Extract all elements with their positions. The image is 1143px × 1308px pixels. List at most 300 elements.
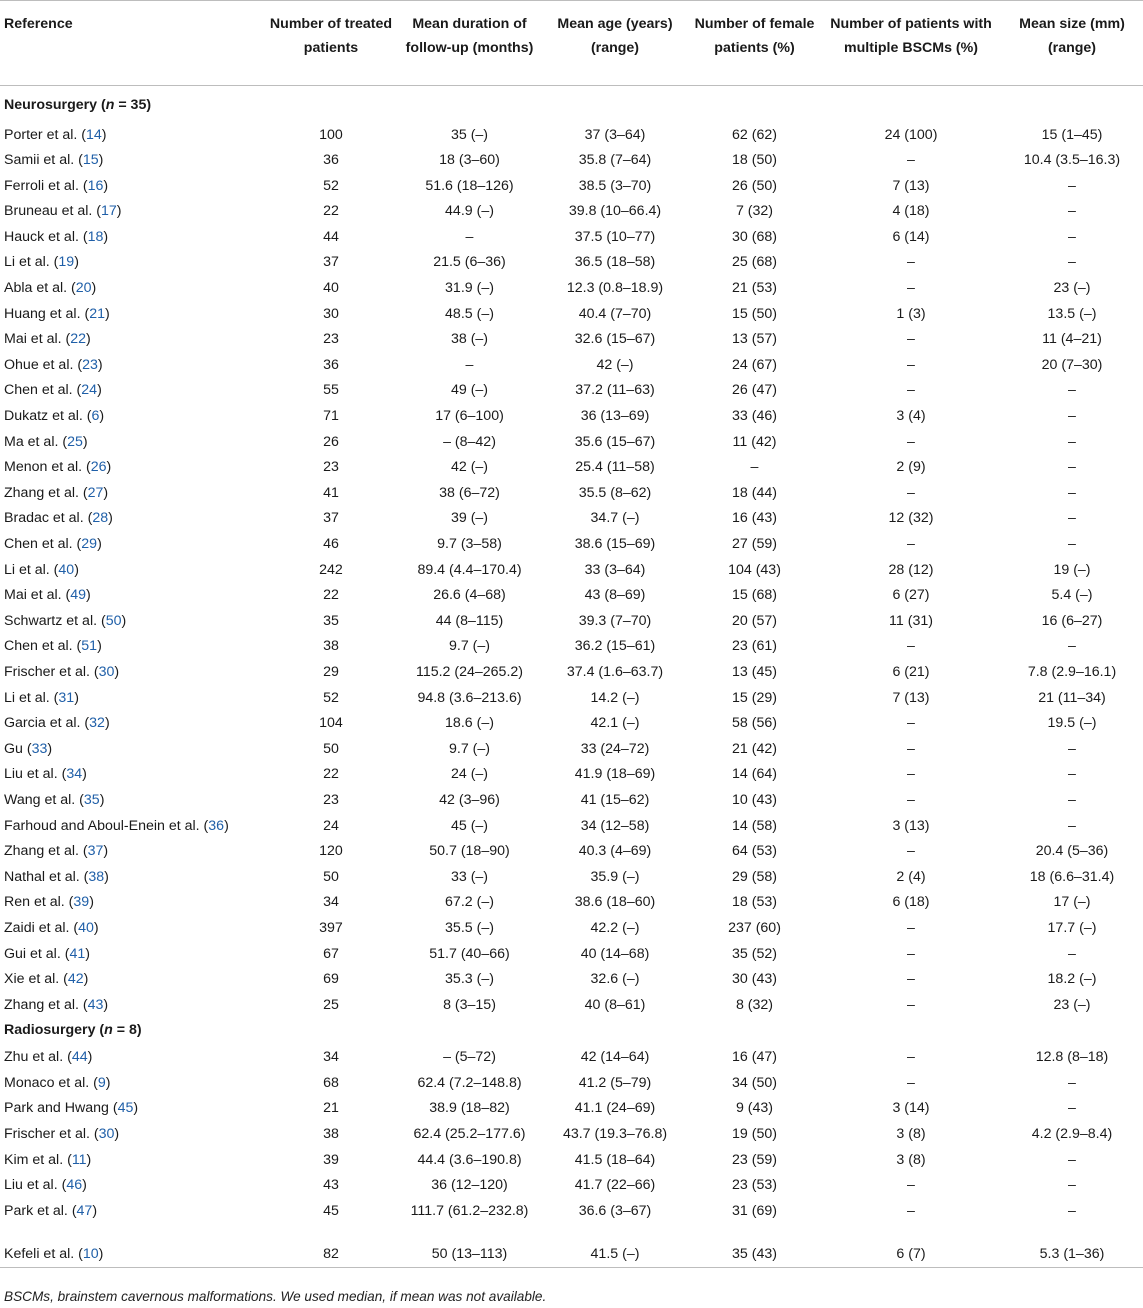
multiple-cell: – bbox=[907, 484, 915, 501]
reference-cell: Zhang et al. (27) bbox=[4, 484, 109, 501]
reference-link[interactable]: 45 bbox=[117, 1100, 134, 1117]
table-row bbox=[0, 993, 1143, 1019]
reference-name: Ren et al. ( bbox=[4, 894, 74, 911]
female-cell: 62 (62) bbox=[732, 126, 777, 143]
reference-cell: Zaidi et al. (40) bbox=[4, 919, 99, 936]
multiple-cell: – bbox=[907, 382, 915, 399]
size-cell: – bbox=[1068, 817, 1076, 834]
treated-cell: 23 bbox=[323, 331, 339, 348]
reference-cell: Zhang et al. (43) bbox=[4, 996, 109, 1013]
treated-cell: 35 bbox=[323, 612, 339, 629]
reference-link[interactable]: 37 bbox=[87, 843, 104, 860]
age-cell: 32.6 (–) bbox=[590, 971, 640, 988]
female-cell: 18 (44) bbox=[732, 484, 777, 501]
reference-link[interactable]: 16 bbox=[87, 177, 104, 194]
reference-link[interactable]: 36 bbox=[208, 817, 225, 834]
followup-cell: 38 (–) bbox=[450, 331, 489, 348]
size-cell: – bbox=[1068, 638, 1076, 655]
header-row bbox=[0, 1, 1143, 86]
reference-link[interactable]: 40 bbox=[58, 561, 75, 578]
reference-link[interactable]: 27 bbox=[87, 484, 104, 501]
size-cell: – bbox=[1068, 228, 1076, 245]
reference-name: Huang et al. ( bbox=[4, 305, 90, 322]
size-cell: 16 (6–27) bbox=[1041, 612, 1103, 629]
reference-cell: Porter et al. (14) bbox=[4, 126, 107, 143]
followup-cell: – (5–72) bbox=[443, 1049, 496, 1066]
reference-name: Ohue et al. ( bbox=[4, 356, 83, 373]
size-cell: – bbox=[1068, 254, 1076, 271]
reference-link[interactable]: 38 bbox=[88, 868, 105, 885]
followup-cell: 49 (–) bbox=[450, 382, 489, 399]
reference-cell: Liu et al. (34) bbox=[4, 766, 87, 783]
multiple-cell: – bbox=[907, 254, 915, 271]
reference-link[interactable]: 51 bbox=[81, 638, 98, 655]
reference-name: Zhang et al. ( bbox=[4, 843, 88, 860]
reference-cell: Chen et al. (29) bbox=[4, 536, 102, 552]
female-cell: 33 (46) bbox=[732, 408, 777, 425]
reference-link[interactable]: 24 bbox=[81, 382, 98, 399]
followup-cell: 42 (–) bbox=[450, 459, 489, 476]
table-row bbox=[0, 762, 1143, 788]
reference-link[interactable]: 50 bbox=[105, 612, 122, 629]
reference-cell: Ohue et al. (23) bbox=[4, 356, 103, 373]
section-n-value: = 8) bbox=[112, 1022, 142, 1039]
treated-cell: 37 bbox=[323, 254, 339, 271]
multiple-cell: 7 (13) bbox=[892, 689, 930, 706]
reference-name: Gui et al. ( bbox=[4, 945, 70, 962]
reference-cell: Hauck et al. (18) bbox=[4, 228, 109, 245]
multiple-cell: 6 (27) bbox=[892, 587, 930, 604]
reference-link[interactable]: 49 bbox=[70, 587, 87, 604]
reference-name: Samii et al. ( bbox=[4, 152, 83, 169]
age-cell: 42 (–) bbox=[596, 356, 634, 373]
reference-name: Zaidi et al. ( bbox=[4, 919, 79, 936]
reference-link[interactable]: 15 bbox=[82, 152, 99, 169]
reference-link[interactable]: 46 bbox=[66, 1177, 83, 1194]
reference-link[interactable]: 43 bbox=[87, 996, 104, 1013]
size-cell: 19 (–) bbox=[1053, 561, 1091, 578]
table-row bbox=[0, 814, 1143, 840]
multiple-cell: 2 (4) bbox=[896, 868, 926, 885]
followup-cell: 44 (8–115) bbox=[435, 612, 504, 629]
treated-cell: 40 bbox=[323, 280, 339, 297]
followup-cell: 36 (12–120) bbox=[431, 1177, 508, 1194]
female-cell: 26 (50) bbox=[732, 177, 777, 194]
followup-cell: 35.3 (–) bbox=[445, 971, 494, 988]
age-cell: 41 (15–62) bbox=[580, 791, 650, 808]
reference-cell: Abla et al. (20) bbox=[4, 280, 97, 297]
followup-cell: 62.4 (25.2–177.6) bbox=[413, 1126, 526, 1143]
treated-cell: 120 bbox=[319, 843, 343, 860]
multiple-cell: – bbox=[907, 996, 915, 1013]
followup-cell: 33 (–) bbox=[450, 868, 489, 885]
reference-cell: Farhoud and Aboul-Enein et al. (36) bbox=[4, 817, 229, 834]
reference-link[interactable]: 44 bbox=[71, 1049, 88, 1066]
size-cell: – bbox=[1068, 740, 1076, 757]
multiple-cell: 12 (32) bbox=[888, 510, 934, 527]
female-cell: 20 (57) bbox=[732, 612, 777, 629]
reference-name: Chen et al. ( bbox=[4, 536, 82, 552]
reference-name: Frischer et al. ( bbox=[4, 1126, 99, 1143]
section-row bbox=[0, 1018, 1143, 1045]
age-cell: 42.2 (–) bbox=[590, 919, 640, 936]
reference-cell: Li et al. (31) bbox=[4, 689, 79, 706]
section-n-value: = 35) bbox=[114, 97, 152, 113]
reference-link[interactable]: 11 bbox=[71, 1151, 87, 1168]
reference-cell: Chen et al. (51) bbox=[4, 638, 102, 655]
reference-cell: Samii et al. (15) bbox=[4, 152, 104, 169]
size-cell: 20.4 (5–36) bbox=[1035, 843, 1109, 860]
age-cell: 38.6 (18–60) bbox=[574, 894, 656, 911]
size-cell: 11 (4–21) bbox=[1042, 331, 1102, 348]
treated-cell: 21 bbox=[323, 1100, 339, 1117]
multiple-cell: 28 (12) bbox=[888, 561, 934, 578]
size-cell: – bbox=[1068, 382, 1076, 399]
followup-cell: 38.9 (18–82) bbox=[429, 1100, 510, 1117]
treated-cell: 104 bbox=[319, 715, 343, 732]
section-heading: Radiosurgery (n = 8) bbox=[4, 1022, 142, 1039]
reference-cell: Liu et al. (46) bbox=[4, 1177, 87, 1194]
table-body bbox=[0, 86, 1143, 1268]
table-row bbox=[0, 839, 1143, 865]
table-row bbox=[0, 788, 1143, 814]
size-cell: 23 (–) bbox=[1053, 280, 1091, 297]
female-cell: 21 (53) bbox=[732, 280, 777, 297]
reference-cell: Nathal et al. (38) bbox=[4, 868, 109, 885]
reference-link[interactable]: 30 bbox=[98, 663, 115, 680]
multiple-cell: 7 (13) bbox=[892, 177, 930, 194]
table-row bbox=[0, 583, 1143, 609]
multiple-cell: – bbox=[907, 356, 915, 373]
followup-cell: 17 (6–100) bbox=[435, 408, 504, 425]
age-cell: 40.4 (7–70) bbox=[578, 305, 652, 322]
reference-name: Zhang et al. ( bbox=[4, 996, 88, 1013]
section-label: Radiosurgery bbox=[4, 1022, 96, 1039]
followup-cell: 51.7 (40–66) bbox=[429, 945, 510, 962]
table-row bbox=[0, 481, 1143, 507]
female-cell: 18 (53) bbox=[732, 894, 777, 911]
age-cell: 37 (3–64) bbox=[584, 126, 646, 143]
reference-name: Bruneau et al. ( bbox=[4, 203, 102, 220]
reference-link[interactable]: 41 bbox=[69, 945, 86, 962]
reference-name: Mai et al. ( bbox=[4, 331, 71, 348]
followup-cell: 44.4 (3.6–190.8) bbox=[417, 1151, 522, 1168]
multiple-cell: 3 (13) bbox=[892, 817, 930, 834]
reference-link[interactable]: 9 bbox=[97, 1074, 106, 1091]
reference-link[interactable]: 22 bbox=[70, 331, 87, 348]
header-followup: Mean duration of follow-up (months) bbox=[405, 16, 534, 56]
reference-cell: Park et al. (47) bbox=[4, 1202, 98, 1219]
reference-cell: Mai et al. (22) bbox=[4, 331, 91, 348]
multiple-cell: – bbox=[907, 1049, 915, 1066]
table-row bbox=[0, 660, 1143, 686]
female-cell: 16 (43) bbox=[732, 510, 777, 527]
treated-cell: 68 bbox=[323, 1074, 339, 1091]
table-row bbox=[0, 302, 1143, 328]
reference-name: Li et al. ( bbox=[4, 254, 59, 271]
reference-link[interactable]: 20 bbox=[75, 280, 92, 297]
reference-name: Wang et al. ( bbox=[4, 791, 84, 808]
size-cell: – bbox=[1068, 510, 1076, 527]
reference-name: Monaco et al. ( bbox=[4, 1074, 98, 1091]
reference-cell: Xie et al. (42) bbox=[4, 971, 89, 988]
section-n-label: n bbox=[105, 97, 115, 113]
reference-cell: Frischer et al. (30) bbox=[4, 1126, 120, 1143]
female-cell: 35 (43) bbox=[732, 1245, 777, 1262]
table-row bbox=[0, 506, 1143, 532]
reference-name: Ma et al. ( bbox=[4, 433, 68, 450]
reference-link[interactable]: 6 bbox=[91, 408, 100, 425]
reference-link[interactable]: 17 bbox=[101, 203, 117, 220]
table-row bbox=[0, 609, 1143, 635]
female-cell: 18 (50) bbox=[732, 152, 777, 169]
table-row bbox=[0, 1045, 1143, 1071]
followup-cell: 50 (13–113) bbox=[431, 1245, 508, 1262]
reference-link[interactable]: 10 bbox=[82, 1245, 99, 1262]
treated-cell: 46 bbox=[323, 536, 339, 552]
age-cell: 39.8 (10–66.4) bbox=[568, 203, 662, 220]
size-cell: – bbox=[1068, 766, 1076, 783]
size-cell: 5.4 (–) bbox=[1051, 587, 1093, 604]
table-row bbox=[0, 353, 1143, 379]
multiple-cell: – bbox=[907, 152, 915, 169]
reference-name: Chen et al. ( bbox=[4, 638, 82, 655]
reference-cell: Wang et al. (35) bbox=[4, 791, 105, 808]
age-cell: 34 (12–58) bbox=[580, 817, 650, 834]
section-label: Neurosurgery bbox=[4, 97, 98, 113]
treated-cell: 43 bbox=[323, 1177, 339, 1194]
age-cell: 40 (8–61) bbox=[584, 996, 646, 1013]
multiple-cell: – bbox=[907, 331, 915, 348]
table-header bbox=[0, 1, 1143, 86]
followup-cell: 9.7 (–) bbox=[448, 740, 490, 757]
age-cell: 41.9 (18–69) bbox=[574, 766, 656, 783]
size-cell: – bbox=[1068, 408, 1076, 425]
size-cell: – bbox=[1068, 536, 1076, 552]
reference-link[interactable]: 29 bbox=[81, 536, 98, 552]
reference-name: Li et al. ( bbox=[4, 689, 59, 706]
followup-cell: 8 (3–15) bbox=[443, 996, 496, 1013]
reference-cell: Gui et al. (41) bbox=[4, 945, 90, 962]
followup-cell: 44.9 (–) bbox=[445, 203, 494, 220]
reference-link[interactable]: 14 bbox=[86, 126, 102, 143]
size-cell: – bbox=[1068, 945, 1076, 962]
size-cell: – bbox=[1068, 177, 1076, 194]
reference-name: Abla et al. ( bbox=[4, 280, 76, 297]
reference-name: Park et al. ( bbox=[4, 1202, 77, 1219]
header-treated: Number of treated patients bbox=[269, 16, 393, 56]
treated-cell: 41 bbox=[323, 484, 339, 501]
reference-link[interactable]: 40 bbox=[78, 919, 94, 936]
reference-link[interactable]: 18 bbox=[87, 228, 104, 245]
size-cell: – bbox=[1068, 791, 1076, 808]
table-row bbox=[0, 404, 1143, 430]
treated-cell: 36 bbox=[323, 152, 339, 169]
female-cell: 237 (60) bbox=[728, 919, 781, 936]
followup-cell: 39 (–) bbox=[450, 510, 489, 527]
table-row bbox=[0, 1071, 1143, 1097]
age-cell: 42.1 (–) bbox=[590, 715, 640, 732]
treated-cell: 242 bbox=[319, 561, 343, 578]
reference-name: Ferroli et al. ( bbox=[4, 177, 88, 194]
reference-link[interactable]: 26 bbox=[90, 459, 107, 476]
treated-cell: 36 bbox=[323, 356, 339, 373]
size-cell: 23 (–) bbox=[1053, 996, 1091, 1013]
followup-cell: 111.7 (61.2–232.8) bbox=[410, 1202, 529, 1219]
size-cell: 17.7 (–) bbox=[1047, 919, 1097, 936]
table-row bbox=[0, 1199, 1143, 1242]
followup-cell: 89.4 (4.4–170.4) bbox=[417, 561, 522, 578]
reference-name: Nathal et al. ( bbox=[4, 868, 89, 885]
treated-cell: 45 bbox=[323, 1202, 339, 1219]
treated-cell: 26 bbox=[323, 433, 339, 450]
table-row bbox=[0, 378, 1143, 404]
reference-name: Porter et al. ( bbox=[4, 126, 87, 143]
followup-cell: 35.5 (–) bbox=[445, 919, 494, 936]
age-cell: 41.5 (18–64) bbox=[574, 1151, 656, 1168]
followup-cell: 18.6 (–) bbox=[445, 715, 494, 732]
followup-cell: 35 (–) bbox=[450, 126, 489, 143]
reference-cell: Menon et al. (26) bbox=[4, 459, 112, 476]
female-cell: 34 (50) bbox=[732, 1074, 777, 1091]
reference-name: Zhang et al. ( bbox=[4, 484, 88, 501]
header-female: Number of female patients (%) bbox=[694, 16, 815, 56]
reference-link[interactable]: 33 bbox=[31, 740, 48, 757]
reference-link[interactable]: 28 bbox=[92, 510, 109, 527]
reference-name: Liu et al. ( bbox=[4, 766, 67, 783]
treated-cell: 50 bbox=[323, 868, 339, 885]
table-row bbox=[0, 1173, 1143, 1199]
multiple-cell: – bbox=[907, 715, 915, 732]
multiple-cell: – bbox=[907, 433, 915, 450]
reference-name: Mai et al. ( bbox=[4, 587, 71, 604]
header-age: Mean age (years) (range) bbox=[557, 16, 673, 56]
reference-cell: Park and Hwang (45) bbox=[4, 1100, 139, 1117]
age-cell: 33 (3–64) bbox=[584, 561, 646, 578]
age-cell: 37.4 (1.6–63.7) bbox=[566, 663, 664, 680]
multiple-cell: – bbox=[907, 536, 915, 552]
table-row bbox=[0, 1122, 1143, 1148]
size-cell: – bbox=[1068, 1151, 1076, 1168]
treated-cell: 30 bbox=[323, 305, 339, 322]
reference-link[interactable]: 34 bbox=[66, 766, 83, 783]
age-cell: 36.6 (3–67) bbox=[578, 1202, 652, 1219]
female-cell: 19 (50) bbox=[732, 1126, 777, 1143]
female-cell: 21 (42) bbox=[732, 740, 777, 757]
treated-cell: 44 bbox=[323, 228, 339, 245]
reference-cell: Ma et al. (25) bbox=[4, 433, 88, 450]
treated-cell: 22 bbox=[323, 203, 339, 220]
reference-link[interactable]: 35 bbox=[83, 791, 100, 808]
multiple-cell: – bbox=[907, 280, 915, 297]
followup-cell: 26.6 (4–68) bbox=[433, 587, 506, 604]
age-cell: 33 (24–72) bbox=[580, 740, 650, 757]
treated-cell: 25 bbox=[323, 996, 339, 1013]
reference-link[interactable]: 31 bbox=[58, 689, 75, 706]
female-cell: 27 (59) bbox=[732, 536, 777, 552]
female-cell: 104 (43) bbox=[728, 561, 781, 578]
followup-cell: 38 (6–72) bbox=[439, 484, 500, 501]
reference-link[interactable]: 25 bbox=[67, 433, 83, 450]
age-cell: 32.6 (15–67) bbox=[574, 331, 656, 348]
multiple-cell: – bbox=[907, 971, 915, 988]
reference-cell: Monaco et al. (9) bbox=[4, 1074, 111, 1091]
size-cell: 17 (–) bbox=[1053, 894, 1091, 911]
reference-link[interactable]: 23 bbox=[82, 356, 98, 373]
treated-cell: 397 bbox=[319, 919, 343, 936]
reference-cell: Li et al. (40) bbox=[4, 561, 79, 578]
female-cell: – bbox=[750, 459, 759, 476]
multiple-cell: – bbox=[907, 791, 915, 808]
treated-cell: 71 bbox=[323, 408, 339, 425]
multiple-cell: – bbox=[907, 1074, 915, 1091]
reference-link[interactable]: 42 bbox=[67, 971, 84, 988]
reference-link[interactable]: 47 bbox=[76, 1202, 93, 1219]
size-cell: – bbox=[1068, 433, 1076, 450]
reference-link[interactable]: 32 bbox=[89, 715, 105, 732]
female-cell: 8 (32) bbox=[735, 996, 774, 1013]
size-cell: – bbox=[1068, 1100, 1076, 1117]
age-cell: 41.1 (24–69) bbox=[574, 1100, 656, 1117]
followup-cell: 31.9 (–) bbox=[445, 280, 494, 297]
table-row bbox=[0, 276, 1143, 302]
section-row bbox=[0, 86, 1143, 123]
treated-cell: 22 bbox=[323, 587, 339, 604]
size-cell: – bbox=[1068, 1177, 1076, 1194]
table-row bbox=[0, 737, 1143, 763]
multiple-cell: – bbox=[907, 843, 915, 860]
female-cell: 15 (29) bbox=[732, 689, 777, 706]
followup-cell: 45 (–) bbox=[450, 817, 489, 834]
reference-cell: Gu (33) bbox=[4, 740, 53, 757]
reference-link[interactable]: 19 bbox=[58, 254, 75, 271]
table-footnote: BSCMs, brainstem cavernous malformations. We used median, if mean was not available. bbox=[4, 1289, 547, 1304]
followup-cell: 9.7 (3–58) bbox=[437, 536, 502, 552]
size-cell: – bbox=[1068, 1202, 1076, 1219]
table-row bbox=[0, 199, 1143, 225]
reference-link[interactable]: 30 bbox=[98, 1126, 115, 1143]
age-cell: 40.3 (4–69) bbox=[578, 843, 652, 860]
size-cell: – bbox=[1068, 484, 1076, 501]
followup-cell: 42 (3–96) bbox=[439, 791, 500, 808]
treated-cell: 50 bbox=[323, 740, 339, 757]
table-row bbox=[0, 1096, 1143, 1122]
female-cell: 15 (68) bbox=[732, 587, 777, 604]
treated-cell: 37 bbox=[323, 510, 339, 527]
treated-cell: 22 bbox=[323, 766, 339, 783]
reference-link[interactable]: 39 bbox=[73, 894, 90, 911]
female-cell: 23 (59) bbox=[732, 1151, 777, 1168]
reference-name: Garcia et al. ( bbox=[4, 715, 90, 732]
reference-cell: Schwartz et al. (50) bbox=[4, 612, 127, 629]
multiple-cell: 1 (3) bbox=[896, 305, 926, 322]
female-cell: 35 (52) bbox=[732, 945, 777, 962]
female-cell: 7 (32) bbox=[735, 203, 774, 220]
size-cell: – bbox=[1068, 203, 1076, 220]
table-row bbox=[0, 123, 1143, 149]
section-heading: Neurosurgery (n = 35) bbox=[4, 97, 152, 113]
size-cell: 19.5 (–) bbox=[1047, 715, 1097, 732]
female-cell: 29 (58) bbox=[732, 868, 777, 885]
multiple-cell: 4 (18) bbox=[892, 203, 930, 220]
female-cell: 64 (53) bbox=[732, 843, 777, 860]
reference-cell: Bradac et al. (28) bbox=[4, 510, 113, 527]
female-cell: 14 (64) bbox=[732, 766, 777, 783]
multiple-cell: 3 (8) bbox=[896, 1151, 926, 1168]
table-row bbox=[0, 942, 1143, 968]
table-row bbox=[0, 250, 1143, 276]
reference-link[interactable]: 21 bbox=[89, 305, 105, 322]
